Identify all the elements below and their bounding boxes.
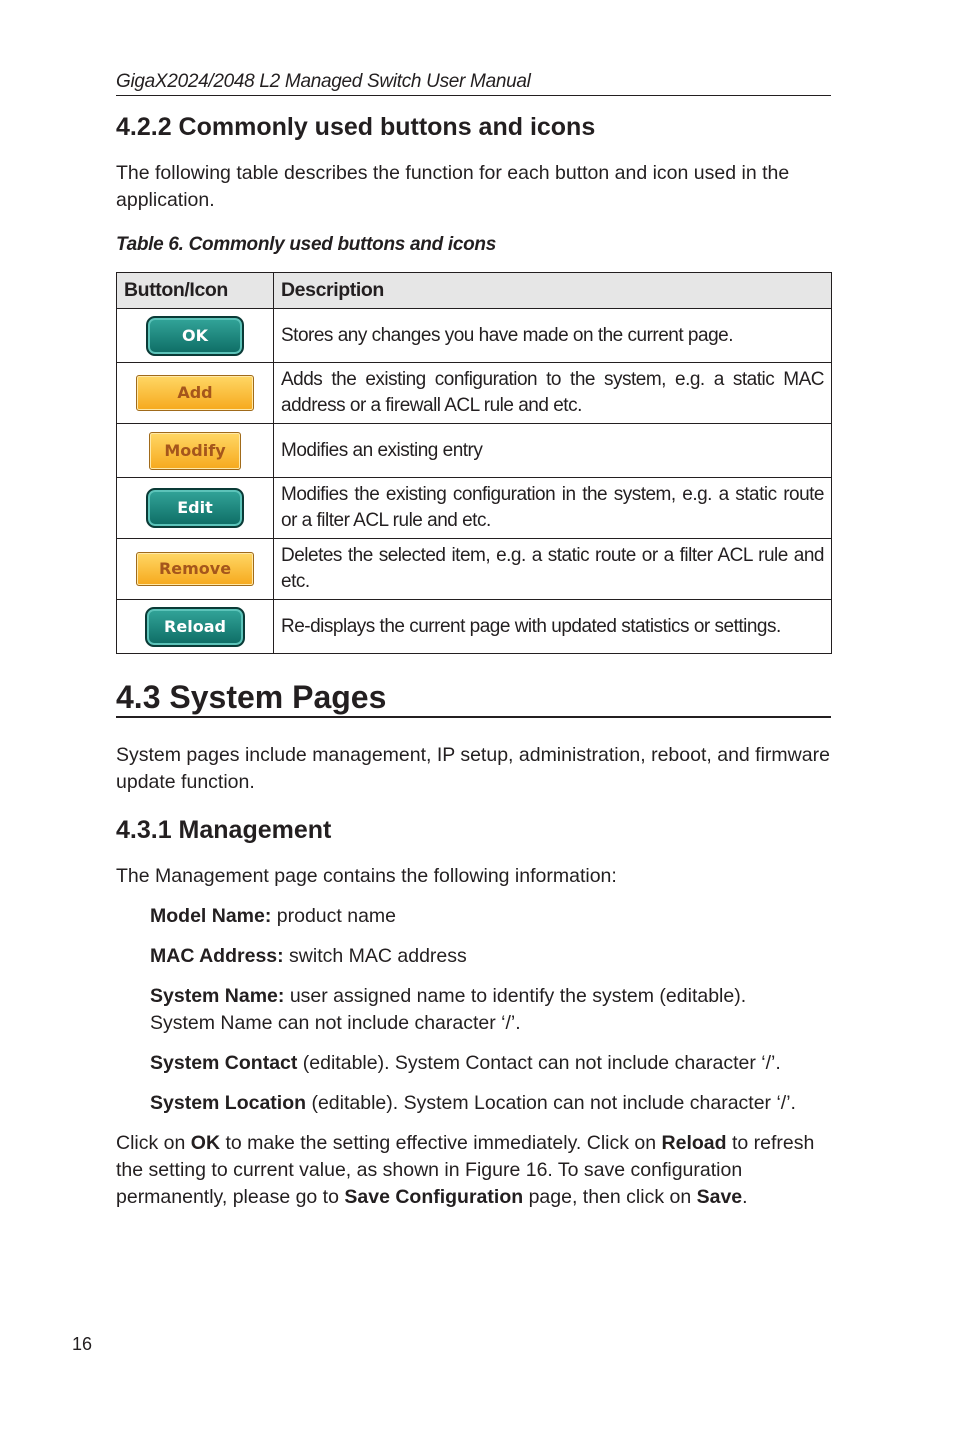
row-description: Adds the existing configuration to the system, e.g. a static MAC address or a firewall ACL rule and etc. [274,363,832,424]
column-header-description: Description [274,273,832,309]
section-heading-4-2-2: 4.2.2 Commonly used buttons and icons [116,113,596,141]
definition-text: switch MAC address [283,945,467,967]
definition-item-system-location [150,1090,830,1117]
definition-term: MAC Address: [150,945,284,967]
definition-item-model-name [150,903,830,930]
closing-bold-ok: OK [190,1132,221,1154]
modify-button[interactable]: Modify [149,432,241,470]
row-description: Re-displays the current page with updated statistics or settings. [274,600,832,654]
closing-bold-reload: Reload [661,1132,727,1154]
definition-item-system-name [150,983,790,1037]
definition-text: product name [271,905,397,927]
definition-term: Model Name: [150,905,272,927]
row-description: Modifies the existing configuration in the system, e.g. a static route or a filter ACL rule and etc. [274,478,832,539]
row-description: Modifies an existing entry [274,424,832,478]
definition-item-system-contact [150,1050,830,1077]
closing-text: page, then click on [523,1186,697,1208]
row-description: Deletes the selected item, e.g. a static route or a filter ACL rule and etc. [274,539,832,600]
table-row [117,600,832,654]
table-row [117,478,832,539]
remove-button[interactable]: Remove [136,552,254,586]
closing-text: to make the setting effective immediately. Click on [220,1132,662,1154]
closing-bold-save-configuration: Save Configuration [344,1186,524,1208]
edit-button[interactable]: Edit [146,488,244,528]
table-caption: Table 6. Commonly used buttons and icons [116,234,497,255]
definition-text: user assigned name to identify the system (editable). System Name can not include character ‘/’. [150,985,747,1034]
closing-paragraph [116,1130,831,1211]
definition-term: System Name: [150,985,285,1007]
definition-text: (editable). System Contact can not include character ‘/’. [297,1052,781,1074]
section-heading-4-3-1: 4.3.1 Management [116,816,332,844]
definition-text: (editable). System Location can not include character ‘/’. [306,1092,796,1114]
definition-item-mac-address [150,943,830,970]
table-row [117,424,832,478]
section-intro: System pages include management, IP setup, administration, reboot, and firmware update function. [116,744,830,793]
table-row [117,309,832,363]
reload-button[interactable]: Reload [145,607,245,647]
definition-term: System Location [150,1092,307,1114]
closing-text: to refresh the setting to current value, as shown in Figure 16. To save configuration permanently, please go to [116,1132,815,1208]
closing-text: Click on [116,1132,191,1154]
page-number: 16 [72,1334,93,1354]
section-intro: The following table describes the function for each button and icon used in the application. [116,162,790,211]
add-button[interactable]: Add [136,375,254,411]
definition-term: System Contact [150,1052,298,1074]
ok-button[interactable]: OK [146,316,244,356]
closing-bold-save: Save [696,1186,743,1208]
row-description: Stores any changes you have made on the current page. [274,309,832,363]
closing-text: . [742,1186,748,1208]
running-header: GigaX2024/2048 L2 Managed Switch User Manual [116,70,831,96]
table-row [117,363,832,424]
column-header-button-icon: Button/Icon [117,273,274,309]
buttons-table [116,272,832,654]
section-intro: The Management page contains the following information: [116,865,617,887]
table-row [117,539,832,600]
table-header-row [117,273,832,309]
section-heading-4-3: 4.3 System Pages [116,678,831,718]
